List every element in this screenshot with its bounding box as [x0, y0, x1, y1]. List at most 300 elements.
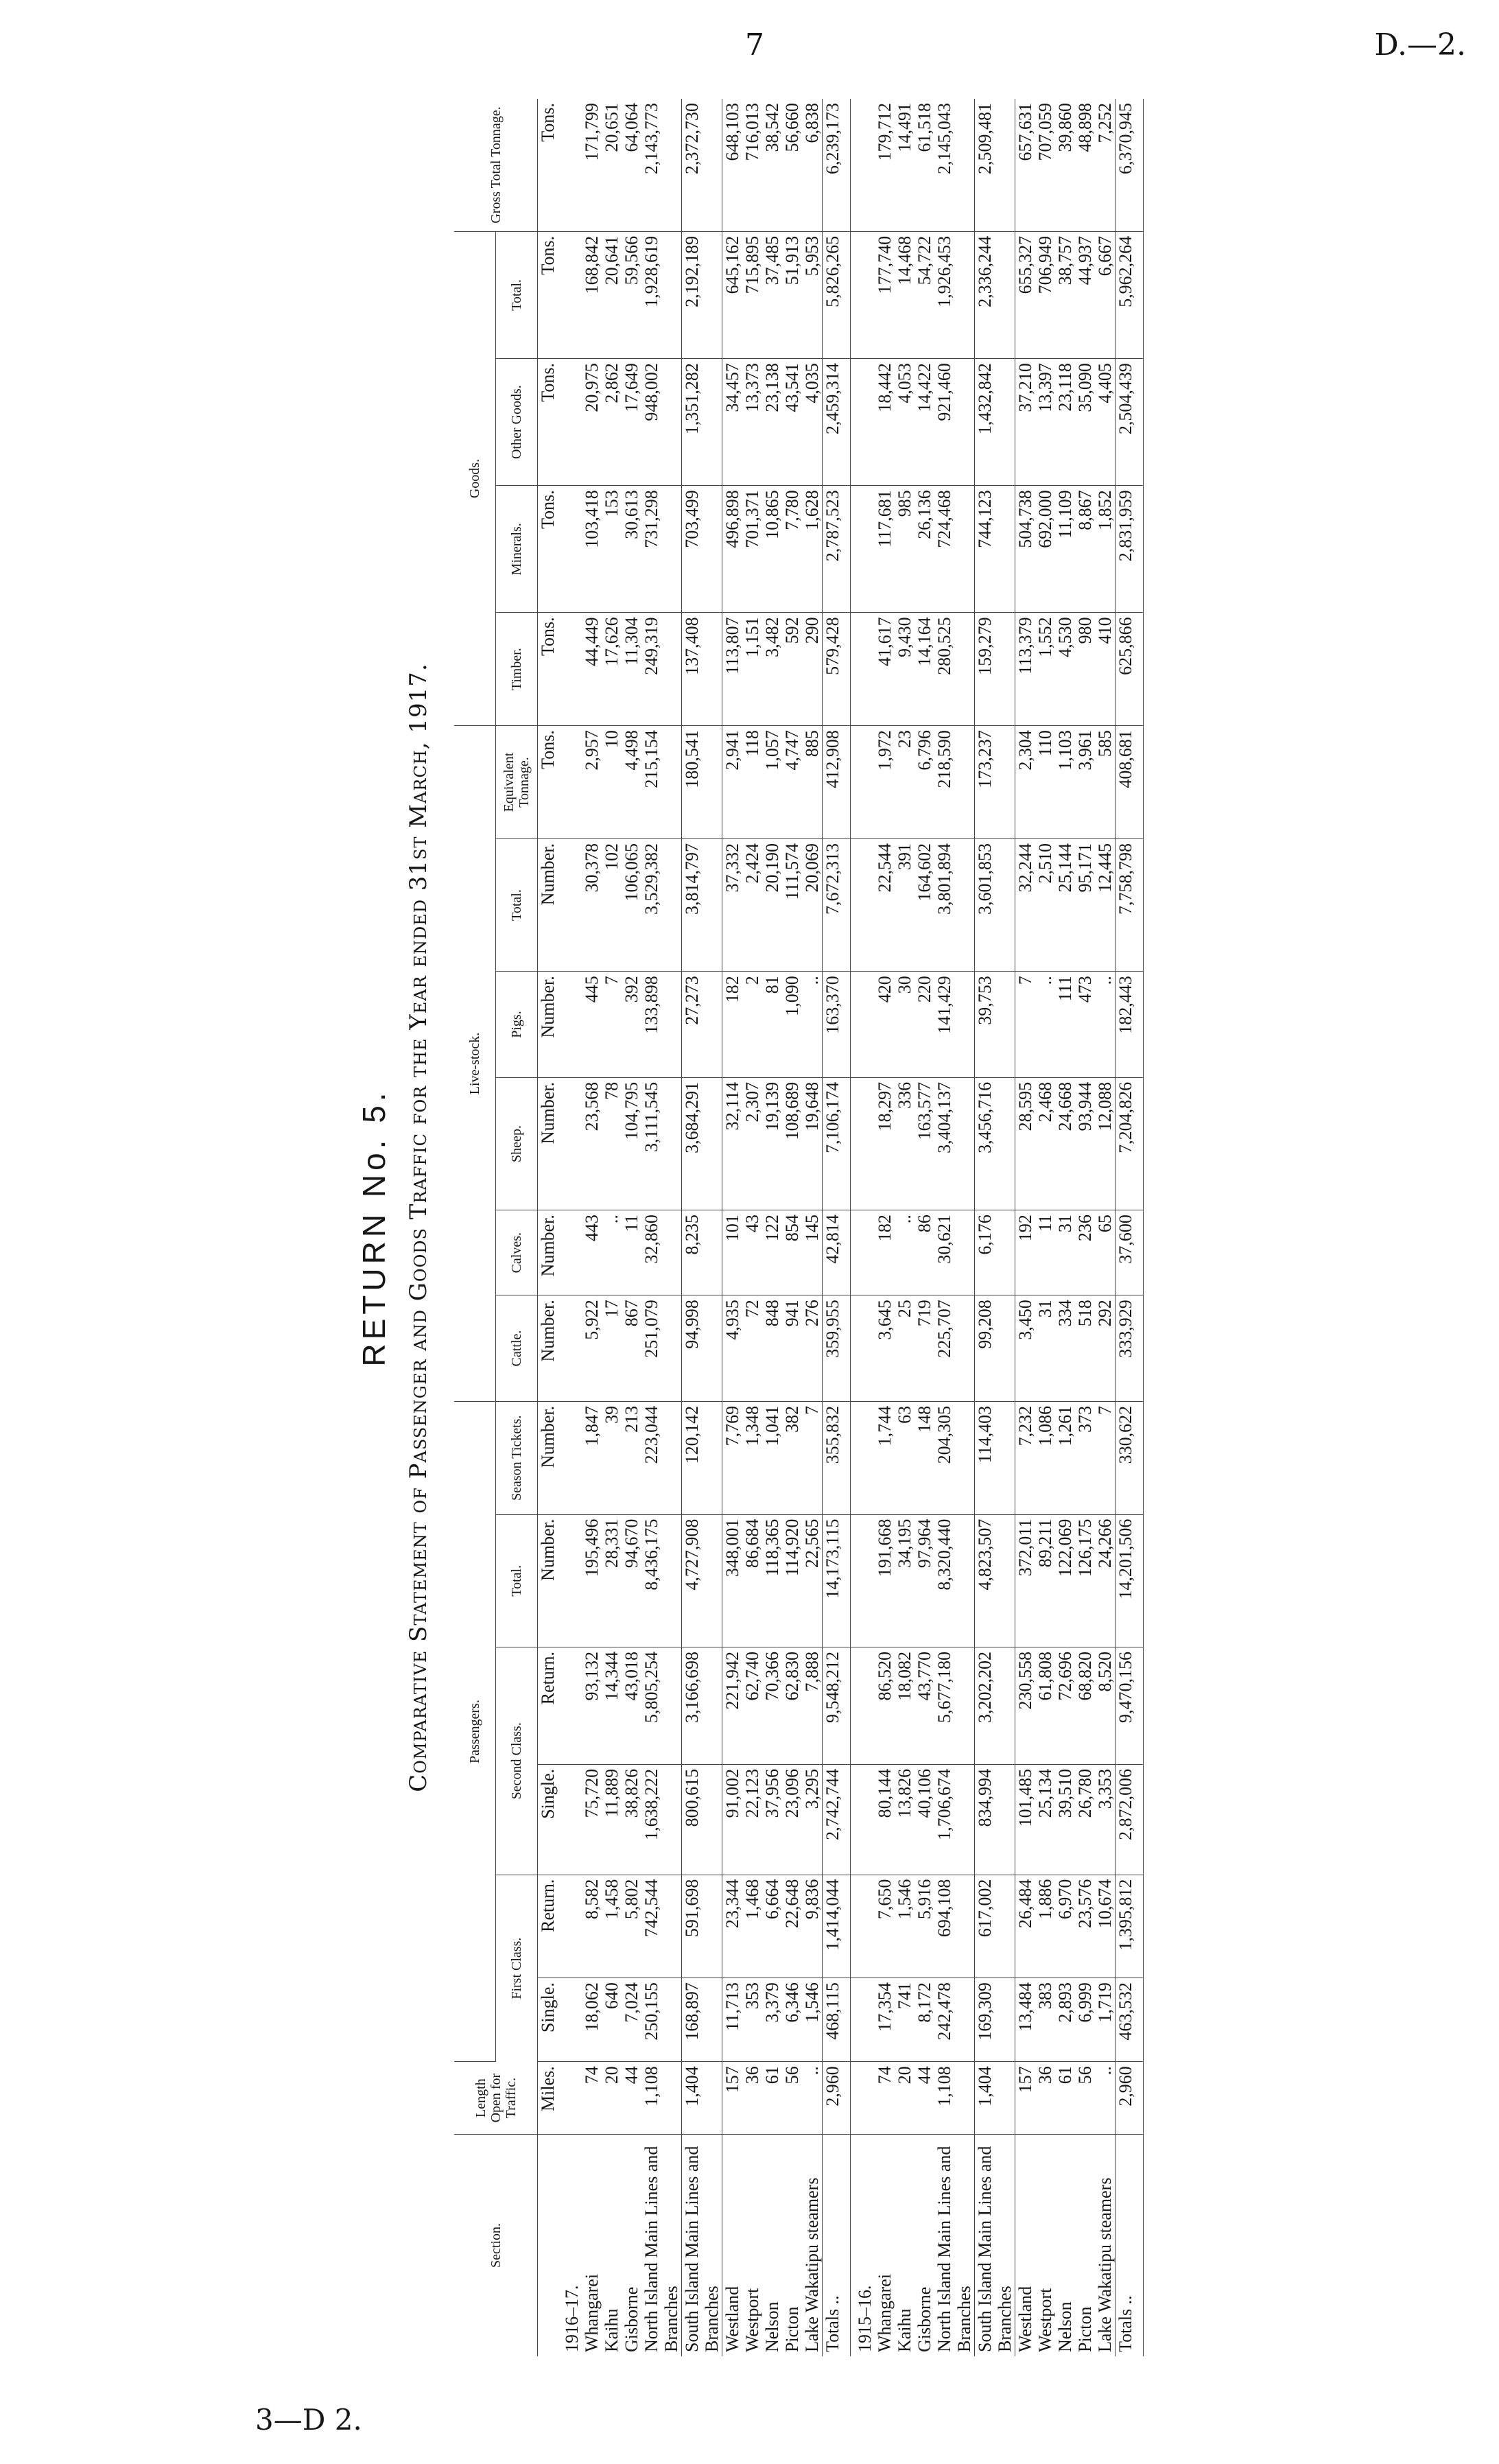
- table-cell: 75,720: [582, 1764, 602, 1875]
- table-cell: 35,090: [1075, 359, 1095, 486]
- empty-cell: [558, 1875, 582, 1978]
- table-cell: 1,744: [875, 1401, 895, 1514]
- table-cell: 56: [782, 2062, 802, 2135]
- table-cell: 24,668: [1055, 1077, 1075, 1210]
- table-cell: 353: [742, 1978, 762, 2062]
- table-cell: 195,496: [582, 1514, 602, 1647]
- table-cell: 3,404,137: [934, 1077, 975, 1210]
- col-pass-total: Total.: [496, 1514, 538, 1647]
- table-cell: 334: [1055, 1295, 1075, 1402]
- table-cell: 496,898: [722, 486, 743, 613]
- table-cell: 23,568: [582, 1077, 602, 1210]
- row-section-name: Nelson: [762, 2301, 782, 2352]
- table-cell: 54,722: [914, 231, 934, 358]
- table-cell: 218,590: [934, 726, 975, 839]
- table-cell: 215,154: [641, 726, 682, 839]
- units-blank: [538, 2135, 558, 2357]
- table-cell: 118,365: [762, 1514, 782, 1647]
- table-cell: 372,011: [1015, 1514, 1036, 1647]
- row-section-name: Westport: [742, 2288, 762, 2352]
- table-cell: 18,082: [895, 1647, 914, 1764]
- empty-cell: [558, 1210, 582, 1295]
- empty-cell: [851, 231, 875, 358]
- table-cell: 6,667: [1095, 231, 1116, 358]
- unit-label: Single.: [538, 1764, 558, 1875]
- table-cell: 7,650: [875, 1875, 895, 1978]
- table-cell: 3,456,716: [975, 1077, 1015, 1210]
- col-goods-total: Total.: [496, 231, 538, 358]
- table-cell: 10: [602, 726, 622, 839]
- table-cell: 103,418: [582, 486, 602, 613]
- table-cell: 383: [1035, 1978, 1055, 2062]
- table-cell: 56,660: [782, 99, 802, 231]
- table-cell: 26,136: [914, 486, 934, 613]
- table-cell: 51,913: [782, 231, 802, 358]
- totals-cell: 163,370: [823, 972, 851, 1078]
- table-cell: 31: [1035, 1295, 1055, 1402]
- empty-cell: [558, 99, 582, 231]
- table-cell: 182: [722, 972, 743, 1078]
- table-cell: 44,449: [582, 613, 602, 726]
- empty-cell: [558, 613, 582, 726]
- table-row: [722, 99, 743, 2356]
- table-cell: 108,689: [782, 1077, 802, 1210]
- unit-label: Single.: [538, 1978, 558, 2062]
- table-cell: 118: [742, 726, 762, 839]
- table-cell: 25,144: [1055, 838, 1075, 971]
- row-section-name: North Island Main Lines and Branches: [641, 2146, 681, 2352]
- table-cell: 34,457: [722, 359, 743, 486]
- table-cell: 1,972: [875, 726, 895, 839]
- table-cell: 31: [1055, 1210, 1075, 1295]
- return-title: RETURN No. 5.: [356, 1088, 392, 1367]
- totals-cell: 7,204,826: [1116, 1077, 1144, 1210]
- table-cell: 22,648: [782, 1875, 802, 1978]
- table-cell: 410: [1095, 613, 1116, 726]
- table-cell: 4,530: [1055, 613, 1075, 726]
- table-cell: 62,740: [742, 1647, 762, 1764]
- table-cell: 1,041: [762, 1401, 782, 1514]
- unit-label: Tons.: [538, 613, 558, 726]
- table-cell: 94,998: [682, 1295, 722, 1402]
- table-cell: 445: [582, 972, 602, 1078]
- table-row: [934, 99, 975, 2356]
- table-cell: 4,498: [622, 726, 641, 839]
- table-cell: 80,144: [875, 1764, 895, 1875]
- table-cell: 62,830: [782, 1647, 802, 1764]
- table-cell: 93,944: [1075, 1077, 1095, 1210]
- table-cell: 7,024: [622, 1978, 641, 2062]
- table-cell: 41,617: [875, 613, 895, 726]
- unit-label: Return.: [538, 1875, 558, 1978]
- table-cell: 7: [602, 972, 622, 1078]
- table-cell: 848: [762, 1295, 782, 1402]
- empty-cell: [558, 1077, 582, 1210]
- table-cell: 106,065: [622, 838, 641, 971]
- table-cell: 1,847: [582, 1401, 602, 1514]
- col-section: Section.: [454, 2135, 538, 2357]
- table-cell: 64,064: [622, 99, 641, 231]
- table-cell: 110: [1035, 726, 1055, 839]
- table-cell: 8,235: [682, 1210, 722, 1295]
- table-cell: 1,719: [1095, 1978, 1116, 2062]
- table-cell: 1,458: [602, 1875, 622, 1978]
- col-group-livestock: Live-stock.: [454, 726, 496, 1402]
- empty-cell: [558, 231, 582, 358]
- table-cell: 13,484: [1015, 1978, 1036, 2062]
- table-cell: 86,520: [875, 1647, 895, 1764]
- table-cell: 177,740: [875, 231, 895, 358]
- row-section-name: Westport: [1035, 2288, 1055, 2352]
- col-equivalent-tonnage: Equivalent Tonnage.: [496, 726, 538, 839]
- table-cell: 56: [1075, 2062, 1095, 2135]
- row-section-name: Whangarei: [582, 2273, 602, 2352]
- totals-cell: 2,742,744: [823, 1764, 851, 1875]
- document-reference: D.—2.: [1374, 27, 1466, 62]
- col-sheep: Sheep.: [496, 1077, 538, 1210]
- table-cell: 3,529,382: [641, 838, 682, 971]
- row-section-name: Westland: [722, 2135, 743, 2357]
- table-cell: 27,273: [682, 972, 722, 1078]
- table-cell: 741: [895, 1978, 914, 2062]
- table-row: [975, 99, 1015, 2356]
- table-cell: 724,468: [934, 486, 975, 613]
- table-cell: 10,865: [762, 486, 782, 613]
- unit-label: Tons.: [538, 359, 558, 486]
- table-cell: 159,279: [975, 613, 1015, 726]
- totals-cell: 2,960: [823, 2062, 851, 2135]
- table-cell: 8,436,175: [641, 1514, 682, 1647]
- table-cell: 13,397: [1035, 359, 1055, 486]
- table-cell: 742,544: [641, 1875, 682, 1978]
- unit-label: Number.: [538, 972, 558, 1078]
- table-cell: 61,518: [914, 99, 934, 231]
- table-cell: 99,208: [975, 1295, 1015, 1402]
- year-row: [851, 99, 875, 2356]
- table-cell: 249,319: [641, 613, 682, 726]
- table-cell: 223,044: [641, 1401, 682, 1514]
- table-cell: 1,706,674: [934, 1764, 975, 1875]
- table-cell: 20,069: [802, 838, 823, 971]
- table-cell: 617,002: [975, 1875, 1015, 1978]
- table-cell: 5,922: [582, 1295, 602, 1402]
- table-cell: 719: [914, 1295, 934, 1402]
- table-cell: 242,478: [934, 1978, 975, 2062]
- table-cell: 1,926,453: [934, 231, 975, 358]
- empty-cell: [851, 726, 875, 839]
- table-cell: 373: [1075, 1401, 1095, 1514]
- table-cell: 65: [1095, 1210, 1116, 1295]
- table-cell: 18,062: [582, 1978, 602, 2062]
- table-cell: 39,860: [1055, 99, 1075, 231]
- totals-cell: 408,681: [1116, 726, 1144, 839]
- table-cell: 213: [622, 1401, 641, 1514]
- table-cell: 30: [895, 972, 914, 1078]
- table-cell: 655,327: [1015, 231, 1036, 358]
- table-cell: 86,684: [742, 1514, 762, 1647]
- empty-cell: [851, 2062, 875, 2135]
- col-minerals: Minerals.: [496, 486, 538, 613]
- table-cell: 137,408: [682, 613, 722, 726]
- table-cell: 3,166,698: [682, 1647, 722, 1764]
- table-cell: ..: [1095, 972, 1116, 1078]
- col-cattle: Cattle.: [496, 1295, 538, 1402]
- table-cell: 7: [802, 1401, 823, 1514]
- table-cell: 5,802: [622, 1875, 641, 1978]
- table-cell: 1,546: [802, 1978, 823, 2062]
- table-cell: 1,108: [641, 2062, 682, 2135]
- unit-label: Miles.: [538, 2062, 558, 2135]
- table-row: [582, 99, 602, 2356]
- table-cell: 95,171: [1075, 838, 1095, 971]
- table-cell: 3,111,545: [641, 1077, 682, 1210]
- table-cell: 168,842: [582, 231, 602, 358]
- col-calves: Calves.: [496, 1210, 538, 1295]
- table-cell: 591,698: [682, 1875, 722, 1978]
- table-cell: 168,897: [682, 1978, 722, 2062]
- table-cell: 18,442: [875, 359, 895, 486]
- table-cell: 4,727,908: [682, 1514, 722, 1647]
- table-cell: 6,838: [802, 99, 823, 231]
- table-row: [875, 99, 895, 2356]
- table-cell: 111: [1055, 972, 1075, 1078]
- table-cell: 701,371: [742, 486, 762, 613]
- table-cell: 17,354: [875, 1978, 895, 2062]
- totals-cell: 579,428: [823, 613, 851, 726]
- table-cell: 834,994: [975, 1764, 1015, 1875]
- empty-cell: [558, 972, 582, 1078]
- empty-cell: [851, 1978, 875, 2062]
- table-cell: 173,237: [975, 726, 1015, 839]
- table-row: [1075, 99, 1095, 2356]
- table-row: [641, 99, 682, 2356]
- unit-label: Number.: [538, 838, 558, 971]
- table-cell: 443: [582, 1210, 602, 1295]
- table-cell: 7,888: [802, 1647, 823, 1764]
- table-cell: 133,898: [641, 972, 682, 1078]
- unit-label: Number.: [538, 1514, 558, 1647]
- table-cell: 4,405: [1095, 359, 1116, 486]
- table-cell: 4,823,507: [975, 1514, 1015, 1647]
- table-cell: ..: [802, 972, 823, 1078]
- table-cell: 32,114: [722, 1077, 743, 1210]
- table-cell: 867: [622, 1295, 641, 1402]
- empty-cell: [851, 359, 875, 486]
- table-cell: 8,520: [1095, 1647, 1116, 1764]
- table-cell: 20: [602, 2062, 622, 2135]
- table-cell: 694,108: [934, 1875, 975, 1978]
- table-cell: 8,582: [582, 1875, 602, 1978]
- table-cell: 692,000: [1035, 486, 1055, 613]
- table-cell: 101: [722, 1210, 743, 1295]
- table-cell: 148: [914, 1401, 934, 1514]
- table-cell: 1,546: [895, 1875, 914, 1978]
- row-section-name: Lake Wakatipu steamers: [802, 2177, 822, 2352]
- table-cell: 744,123: [975, 486, 1015, 613]
- table-cell: 32,860: [641, 1210, 682, 1295]
- table-cell: 2,893: [1055, 1978, 1075, 2062]
- table-cell: 220: [914, 972, 934, 1078]
- table-cell: 14,344: [602, 1647, 622, 1764]
- table-cell: 5,916: [914, 1875, 934, 1978]
- row-section-name: Picton: [1075, 2306, 1095, 2352]
- totals-cell: 463,532: [1116, 1978, 1144, 2062]
- table-cell: 117,681: [875, 486, 895, 613]
- table-cell: 251,079: [641, 1295, 682, 1402]
- table-cell: 23,118: [1055, 359, 1075, 486]
- table-cell: 122: [762, 1210, 782, 1295]
- totals-cell: 42,814: [823, 1210, 851, 1295]
- row-section-name: South Island Main Lines and Branches: [682, 2135, 722, 2357]
- table-cell: ..: [1035, 972, 1055, 1078]
- year-label: 1915–16.: [855, 2285, 875, 2352]
- table-cell: 114,920: [782, 1514, 802, 1647]
- table-body: [538, 99, 1144, 2356]
- table-cell: 1,552: [1035, 613, 1055, 726]
- table-row: [1015, 99, 1036, 2356]
- table-cell: 91,002: [722, 1764, 743, 1875]
- table-cell: 3,601,853: [975, 838, 1015, 971]
- unit-label: Tons.: [538, 486, 558, 613]
- empty-cell: [558, 838, 582, 971]
- table-cell: 3,353: [1095, 1764, 1116, 1875]
- table-cell: 800,615: [682, 1764, 722, 1875]
- totals-row: [823, 99, 851, 2356]
- table-cell: 72,696: [1055, 1647, 1075, 1764]
- table-row: [1095, 99, 1116, 2356]
- table-cell: 34,195: [895, 1514, 914, 1647]
- table-cell: 3,379: [762, 1978, 782, 2062]
- table-cell: 104,795: [622, 1077, 641, 1210]
- table-cell: 20: [895, 2062, 914, 2135]
- table-cell: 26,780: [1075, 1764, 1095, 1875]
- table-cell: 1,090: [782, 972, 802, 1078]
- row-section-name: North Island Main Lines and Branches: [934, 2146, 974, 2352]
- table-cell: 9,430: [895, 613, 914, 726]
- table-cell: 18,297: [875, 1077, 895, 1210]
- table-cell: 70,366: [762, 1647, 782, 1764]
- table-cell: 1,348: [742, 1401, 762, 1514]
- table-cell: 854: [782, 1210, 802, 1295]
- unit-label: Return.: [538, 1647, 558, 1764]
- table-cell: 20,641: [602, 231, 622, 358]
- return-subtitle: Comparative Statement of Passenger and Goods Traffic for the Year ended 31st March, 1917.: [405, 663, 432, 1792]
- table-cell: 113,379: [1015, 613, 1036, 726]
- table-cell: 12,088: [1095, 1077, 1116, 1210]
- table-cell: 980: [1075, 613, 1095, 726]
- table-cell: 250,155: [641, 1978, 682, 2062]
- totals-cell: 9,470,156: [1116, 1647, 1144, 1764]
- table-cell: 276: [802, 1295, 823, 1402]
- table-cell: 6,796: [914, 726, 934, 839]
- table-cell: 8,320,440: [934, 1514, 975, 1647]
- table-cell: 1,638,222: [641, 1764, 682, 1875]
- table-cell: 2,941: [722, 726, 743, 839]
- totals-cell: 2,831,959: [1116, 486, 1144, 613]
- table-cell: ..: [1095, 2062, 1116, 2135]
- table-cell: 3,482: [762, 613, 782, 726]
- empty-cell: [851, 1210, 875, 1295]
- col-timber: Timber.: [496, 613, 538, 726]
- table-cell: 3,295: [802, 1764, 823, 1875]
- table-cell: 44: [914, 2062, 934, 2135]
- empty-cell: [558, 1295, 582, 1402]
- table-cell: 2,307: [742, 1077, 762, 1210]
- totals-cell: 7,106,174: [823, 1077, 851, 1210]
- table-cell: 2: [742, 972, 762, 1078]
- table-row: [602, 99, 622, 2356]
- totals-cell: 2,872,006: [1116, 1764, 1144, 1875]
- table-row: [914, 99, 934, 2356]
- table-cell: 22,565: [802, 1514, 823, 1647]
- table-cell: 707,059: [1035, 99, 1055, 231]
- col-first-class: First Class.: [496, 1875, 538, 2062]
- table-cell: 86: [914, 1210, 934, 1295]
- table-cell: 948,002: [641, 359, 682, 486]
- empty-cell: [558, 1647, 582, 1764]
- table-cell: 5,953: [802, 231, 823, 358]
- table-row: [802, 99, 823, 2356]
- table-cell: 716,013: [742, 99, 762, 231]
- col-live-total: Total.: [496, 838, 538, 971]
- table-cell: 382: [782, 1401, 802, 1514]
- table-cell: 36: [742, 2062, 762, 2135]
- table-cell: ..: [602, 1210, 622, 1295]
- table-cell: 2,336,244: [975, 231, 1015, 358]
- empty-cell: [851, 1401, 875, 1514]
- table-cell: 94,670: [622, 1514, 641, 1647]
- table-cell: 93,132: [582, 1647, 602, 1764]
- table-cell: 20,975: [582, 359, 602, 486]
- empty-cell: [851, 1875, 875, 1978]
- totals-cell: 468,115: [823, 1978, 851, 2062]
- empty-cell: [851, 99, 875, 231]
- table-cell: 171,799: [582, 99, 602, 231]
- table-cell: 111,574: [782, 838, 802, 971]
- empty-cell: [851, 486, 875, 613]
- table-row: [622, 99, 641, 2356]
- table-cell: 985: [895, 486, 914, 613]
- table-cell: 5,805,254: [641, 1647, 682, 1764]
- totals-cell: 330,622: [1116, 1401, 1144, 1514]
- empty-cell: [558, 1401, 582, 1514]
- table-cell: 14,468: [895, 231, 914, 358]
- table-cell: 23,138: [762, 359, 782, 486]
- unit-label: Tons.: [538, 726, 558, 839]
- table-cell: 1,351,282: [682, 359, 722, 486]
- totals-cell: 5,962,264: [1116, 231, 1144, 358]
- table-cell: 1,886: [1035, 1875, 1055, 1978]
- table-cell: 192: [1015, 1210, 1036, 1295]
- empty-cell: [851, 1077, 875, 1210]
- table-cell: 81: [762, 972, 782, 1078]
- table-cell: 1,404: [975, 2062, 1015, 2135]
- table-cell: 24,266: [1095, 1514, 1116, 1647]
- unit-label: Number.: [538, 1295, 558, 1402]
- table-cell: 391: [895, 838, 914, 971]
- year-label: 1916–17.: [562, 2285, 582, 2352]
- table-cell: 68,820: [1075, 1647, 1095, 1764]
- table-cell: 22,544: [875, 838, 895, 971]
- table-cell: 74: [582, 2062, 602, 2135]
- table-cell: 13,826: [895, 1764, 914, 1875]
- table-cell: 504,738: [1015, 486, 1036, 613]
- col-gross-total: Gross Total Tonnage.: [454, 99, 538, 231]
- empty-cell: [851, 613, 875, 726]
- table-cell: 392: [622, 972, 641, 1078]
- unit-label: Number.: [538, 1210, 558, 1295]
- table-cell: 153: [602, 486, 622, 613]
